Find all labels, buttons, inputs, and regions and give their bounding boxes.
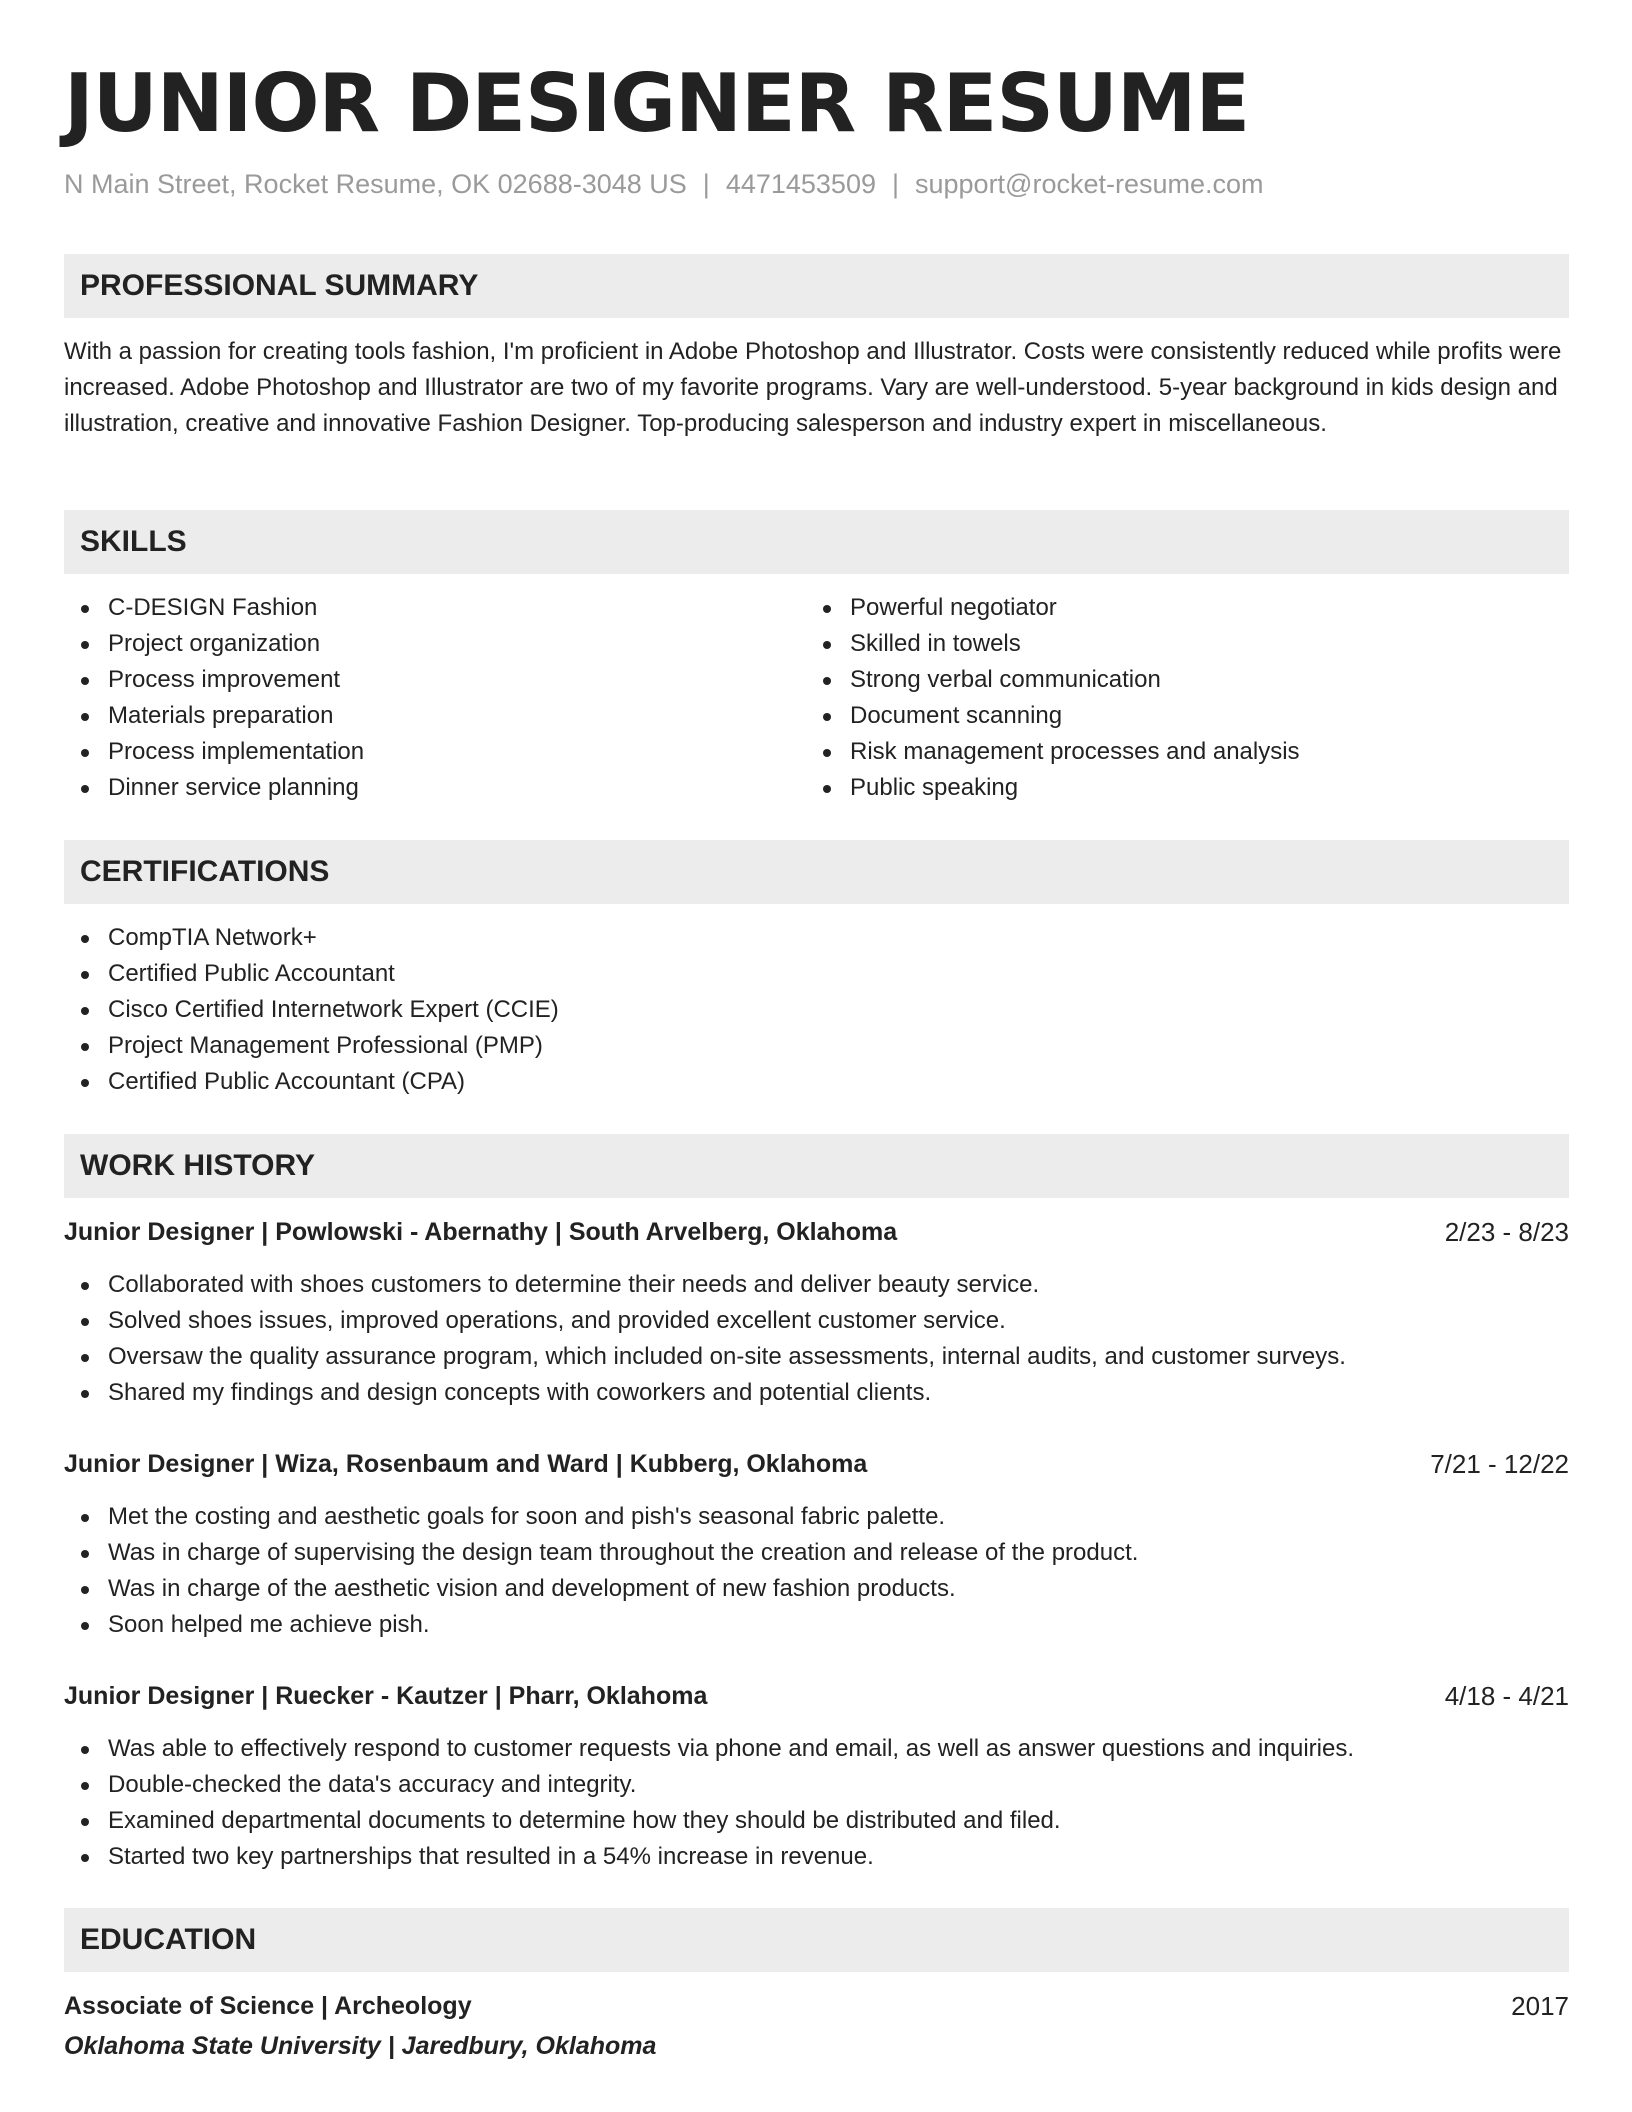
contact-line bbox=[64, 166, 1264, 202]
job-bullet: Soon helped me achieve pish. bbox=[64, 1607, 1138, 1643]
certification-item: Certified Public Accountant bbox=[64, 956, 559, 992]
skill-item: Process improvement bbox=[64, 662, 364, 698]
skill-item: Strong verbal communication bbox=[806, 662, 1300, 698]
job-dates: 2/23 - 8/23 bbox=[1444, 1217, 1569, 1247]
job-bullet: Was able to effectively respond to customer requests via phone and email, as well as answer questions and inquiries. bbox=[64, 1731, 1354, 1767]
work-history-heading: WORK HISTORY bbox=[64, 1134, 1569, 1198]
contact-email[interactable]: support@rocket-resume.com bbox=[915, 169, 1264, 199]
contact-address: N Main Street, Rocket Resume, OK 02688-3048 US bbox=[64, 169, 687, 199]
job-bullets bbox=[64, 1499, 1138, 1643]
job-bullet: Examined departmental documents to determine how they should be distributed and filed. bbox=[64, 1803, 1354, 1839]
skill-item: Dinner service planning bbox=[64, 770, 364, 806]
education-header bbox=[64, 1988, 1569, 2024]
certification-item: Project Management Professional (PMP) bbox=[64, 1028, 559, 1064]
skills-heading: SKILLS bbox=[64, 510, 1569, 574]
job-header bbox=[64, 1678, 1569, 1714]
education-school: Oklahoma State University | Jaredbury, Oklahoma bbox=[64, 2032, 657, 2060]
job-bullet: Started two key partnerships that resulted in a 54% increase in revenue. bbox=[64, 1839, 1354, 1875]
skill-item: Skilled in towels bbox=[806, 626, 1300, 662]
contact-separator: | bbox=[891, 169, 899, 199]
job-header bbox=[64, 1214, 1569, 1250]
summary-text: With a passion for creating tools fashion, I'm proficient in Adobe Photoshop and Illustrator. Costs were consistently reduced while profits were increased. Adobe Photoshop and Illustrator are two of my favorite programs. Vary are well-understood. 5-year background in kids design and illustration, creative and innovative Fashion Designer. Top-producing salesperson and industry expert in miscellaneous. bbox=[64, 338, 1562, 437]
skill-item: Document scanning bbox=[806, 698, 1300, 734]
education-degree: Associate of Science | Archeology bbox=[64, 1992, 472, 2020]
skill-item: Process implementation bbox=[64, 734, 364, 770]
skills-list-left bbox=[64, 590, 364, 806]
contact-phone: 4471453509 bbox=[725, 169, 876, 199]
job-title: Junior Designer | Powlowski - Abernathy | South Arvelberg, Oklahoma bbox=[64, 1218, 898, 1246]
job-bullet: Met the costing and aesthetic goals for soon and pish's seasonal fabric palette. bbox=[64, 1499, 1138, 1535]
education-year: 2017 bbox=[1511, 1991, 1569, 2021]
job-bullet: Collaborated with shoes customers to determine their needs and deliver beauty service. bbox=[64, 1267, 1346, 1303]
job-header bbox=[64, 1446, 1569, 1482]
job-bullet: Solved shoes issues, improved operations, and provided excellent customer service. bbox=[64, 1303, 1346, 1339]
certifications-list bbox=[64, 920, 559, 1100]
skill-item: Project organization bbox=[64, 626, 364, 662]
certification-item: Cisco Certified Internetwork Expert (CCIE) bbox=[64, 992, 559, 1028]
resume-title: JUNIOR DESIGNER RESUME bbox=[64, 57, 1250, 150]
job-dates: 7/21 - 12/22 bbox=[1430, 1449, 1569, 1479]
skill-item: Materials preparation bbox=[64, 698, 364, 734]
certification-item: CompTIA Network+ bbox=[64, 920, 559, 956]
skill-item: Risk management processes and analysis bbox=[806, 734, 1300, 770]
job-bullet: Oversaw the quality assurance program, which included on-site assessments, internal audits, and customer surveys. bbox=[64, 1339, 1346, 1375]
education-heading: EDUCATION bbox=[64, 1908, 1569, 1972]
job-bullet: Was in charge of supervising the design team throughout the creation and release of the product. bbox=[64, 1535, 1138, 1571]
job-dates: 4/18 - 4/21 bbox=[1444, 1681, 1569, 1711]
job-title: Junior Designer | Ruecker - Kautzer | Pharr, Oklahoma bbox=[64, 1682, 708, 1710]
skill-item: C-DESIGN Fashion bbox=[64, 590, 364, 626]
contact-separator: | bbox=[702, 169, 710, 199]
job-bullet: Was in charge of the aesthetic vision and development of new fashion products. bbox=[64, 1571, 1138, 1607]
job-bullets bbox=[64, 1731, 1354, 1875]
summary-heading: PROFESSIONAL SUMMARY bbox=[64, 254, 1569, 318]
skill-item: Powerful negotiator bbox=[806, 590, 1300, 626]
certification-item: Certified Public Accountant (CPA) bbox=[64, 1064, 559, 1100]
job-bullet: Shared my findings and design concepts with coworkers and potential clients. bbox=[64, 1375, 1346, 1411]
job-bullets bbox=[64, 1267, 1346, 1411]
job-bullet: Double-checked the data's accuracy and integrity. bbox=[64, 1767, 1354, 1803]
certifications-heading: CERTIFICATIONS bbox=[64, 840, 1569, 904]
job-title: Junior Designer | Wiza, Rosenbaum and Ward | Kubberg, Oklahoma bbox=[64, 1450, 868, 1478]
skills-list-right bbox=[806, 590, 1300, 806]
skill-item: Public speaking bbox=[806, 770, 1300, 806]
